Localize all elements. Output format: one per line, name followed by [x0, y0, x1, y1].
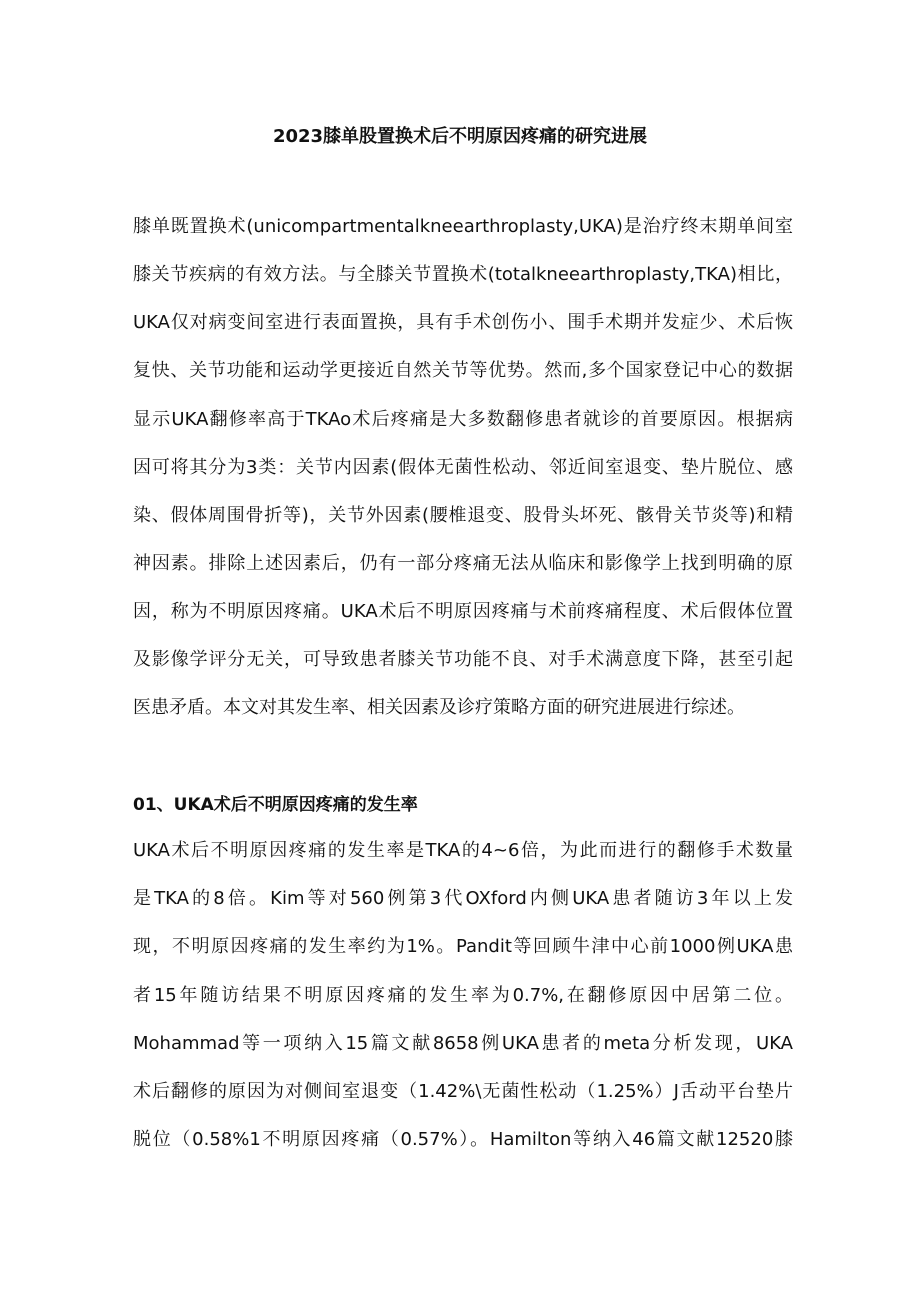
intro-line: UKA仅对病变间室进行表面置换，具有手术创伤小、围手术期并发症少、术后恢	[133, 312, 793, 333]
section-line: 者15年随访结果不明原因疼痛的发生率为0.7%,在翻修原因中居第二位。	[133, 985, 793, 1006]
intro-line: 因可将其分为3类：关节内因素(假体无菌性松动、邻近间室退变、垫片脱位、感	[133, 457, 793, 478]
intro-line: 医患矛盾。本文对其发生率、相关因素及诊疗策略方面的研究进展进行综述。	[133, 697, 745, 718]
intro-line: 膝关节疾病的有效方法。与全膝关节置换术(totalkneearthroplasty,TKA)相比，	[133, 264, 793, 285]
section-line: UKA术后不明原因疼痛的发生率是TKA的4~6倍，为此而进行的翻修手术数量	[133, 840, 793, 861]
intro-line: 复快、关节功能和运动学更接近自然关节等优势。然而,多个国家登记中心的数据	[133, 360, 793, 381]
section-line: 脱位（0.58%1不明原因疼痛（0.57%）。Hamilton等纳入46篇文献12520膝	[133, 1129, 793, 1150]
section-line: 现，不明原因疼痛的发生率约为1%。Pandit等回顾牛津中心前1000例UKA患	[133, 936, 793, 957]
document-title: 2023膝单股置换术后不明原因疼痛的研究进展	[272, 126, 648, 147]
intro-line: 神因素。排除上述因素后，仍有一部分疼痛无法从临床和影像学上找到明确的原	[133, 553, 793, 574]
section-heading: 01、UKA术后不明原因疼痛的发生率	[133, 795, 418, 815]
section-line: 是TKA的8倍。Kim等对560例第3代OXford内侧UKA患者随访3年以上发	[133, 888, 793, 909]
intro-line: 及影像学评分无关，可导致患者膝关节功能不良、对手术满意度下降，甚至引起	[133, 649, 793, 670]
intro-line: 膝单既置换术(unicompartmentalkneearthroplasty,UKA)是治疗终末期单间室	[133, 216, 793, 237]
intro-line: 因，称为不明原因疼痛。UKA术后不明原因疼痛与术前疼痛程度、术后假体位置	[133, 601, 793, 622]
section-line: Mohammad等一项纳入15篇文献8658例UKA患者的meta分析发现，UKA	[133, 1033, 793, 1054]
intro-line: 染、假体周围骨折等)，关节外因素(腰椎退变、股骨头坏死、骸骨关节炎等)和精	[133, 505, 793, 526]
section-line: 术后翻修的原因为对侧间室退变（1.42%\无菌性松动（1.25%）J舌动平台垫片	[133, 1081, 793, 1102]
intro-line: 显示UKA翻修率高于TKAo术后疼痛是大多数翻修患者就诊的首要原因。根据病	[133, 409, 793, 430]
